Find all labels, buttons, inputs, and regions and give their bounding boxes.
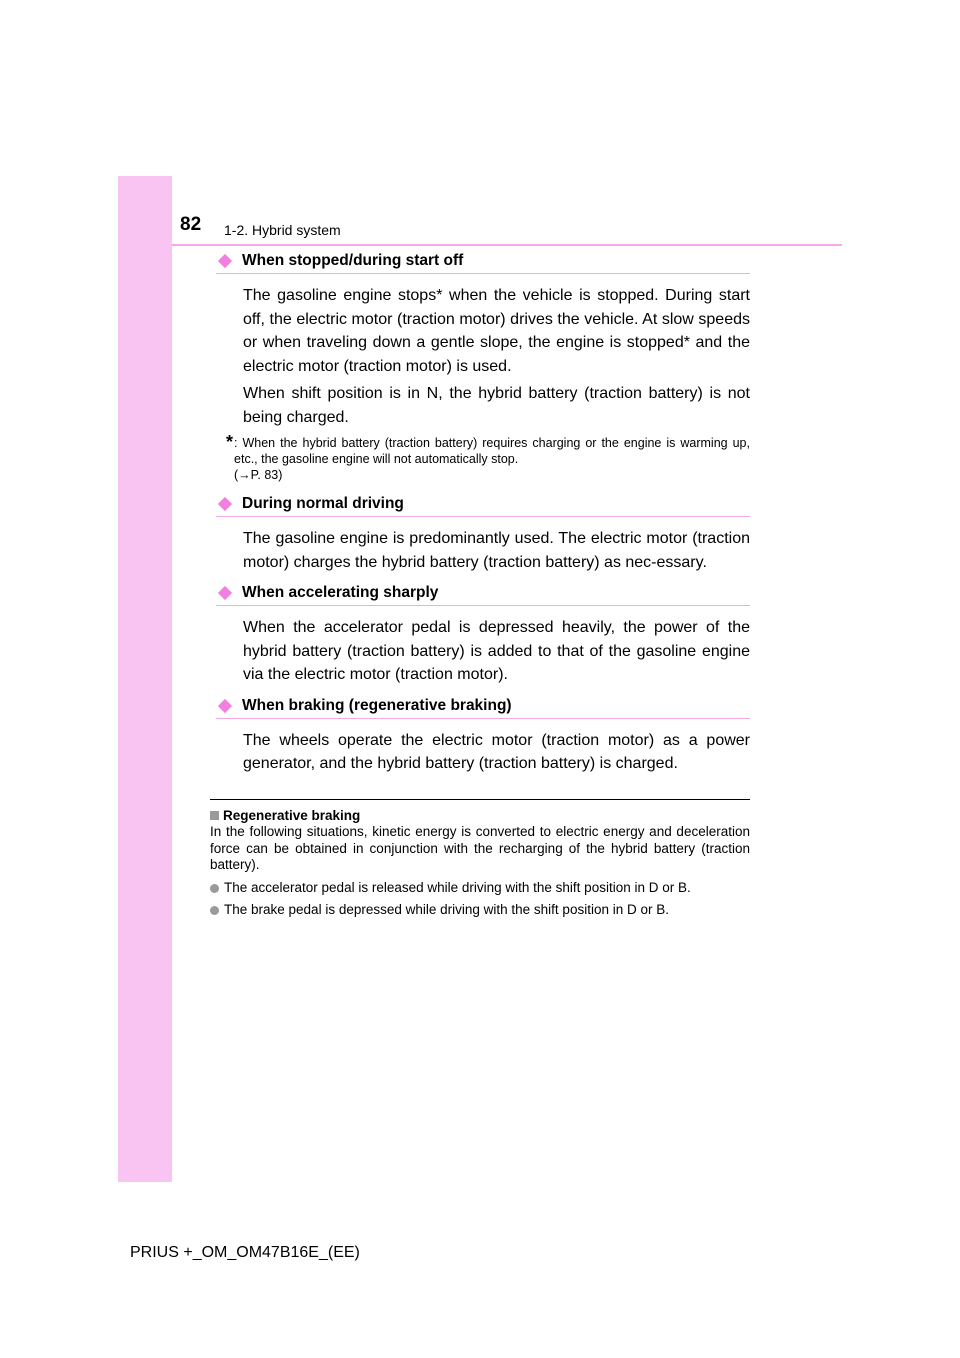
sub-heading [216,584,750,606]
body-paragraph: When the accelerator pedal is depressed heavily, the power of the hybrid battery (traction battery) is added to that of the gasoline engine via the electric motor (traction motor). [243,619,750,683]
section-stopped [216,252,750,483]
circle-bullet-icon [210,906,219,915]
list-item [210,880,750,897]
note-heading [210,808,750,823]
page-number: 82 [180,214,202,235]
section-normal-driving [216,495,750,574]
body-paragraph: The gasoline engine is predominantly used. The electric motor (traction motor) charges the hybrid battery (traction battery) as nec-essary. [243,530,750,571]
diamond-icon [218,254,232,268]
section-accelerating [216,584,750,687]
body-paragraph: The wheels operate the electric motor (traction motor) as a power generator, and the hybrid battery (traction battery) is charged. [243,731,750,772]
sub-heading-text: When accelerating sharply [242,584,439,601]
note-rule [210,799,750,800]
diamond-icon [218,586,232,600]
sub-heading [216,252,750,274]
diamond-icon [218,698,232,712]
list-item [210,902,750,919]
footnote-page-ref[interactable]: (→P. 83) [234,468,283,482]
sub-heading [216,697,750,719]
note-text: In the following situations, kinetic energy is converted to electric energy and deceleration force can be obtained in conjunction with the recharging of the hybrid battery (traction battery). [210,824,750,872]
footnote-mark: * [226,432,234,452]
list-item-text: The accelerator pedal is released while driving with the shift position in D or B. [224,879,691,895]
footer-code: PRIUS +_OM_OM47B16E_(EE) [130,1244,360,1261]
note-heading-text: Regenerative braking [223,808,361,823]
list-item-text: The brake pedal is depressed while driving with the shift position in D or B. [224,902,669,917]
section-title: 1-2. Hybrid system [224,222,341,238]
circle-bullet-icon [210,884,219,893]
sub-heading-text: When stopped/during start off [242,252,464,269]
section-braking [216,697,750,776]
sub-heading-text: During normal driving [242,495,404,512]
note-block [210,799,750,919]
sub-heading-text: When braking (regenerative braking) [242,696,512,714]
footnote [216,432,750,483]
body-paragraph: The gasoline engine stops* when the vehicle is stopped. During start off, the electric motor (traction motor) drives the vehicle. At slow speeds or when traveling down a gentle slope, the engine is stopped* and the electric motor (traction motor) is used. [243,287,750,375]
square-bullet-icon [210,811,219,820]
main-content [216,252,750,776]
header-rule [172,244,842,246]
diamond-icon [218,497,232,511]
footnote-text: : When the hybrid battery (traction battery) requires charging or the engine is warming up, etc., the gasoline engine will not automatically stop. [234,436,750,466]
body-paragraph: When shift position is in N, the hybrid battery (traction battery) is not being charged. [243,385,750,426]
sub-heading [216,495,750,517]
side-color-band [118,176,172,1182]
